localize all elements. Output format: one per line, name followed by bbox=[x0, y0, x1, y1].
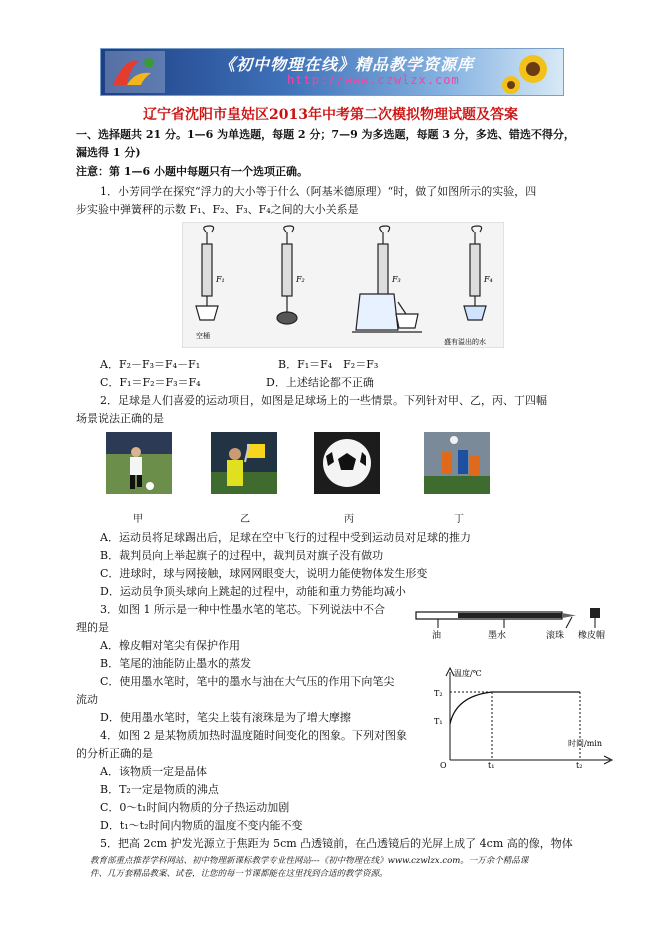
pen-label-cap: 橡皮帽 bbox=[578, 631, 606, 641]
sunflower-icon bbox=[497, 49, 563, 95]
pen-label-ball: 滚珠 bbox=[546, 631, 565, 641]
graph-ylabel: 温度/℃ bbox=[454, 669, 482, 678]
photo-ding bbox=[424, 432, 490, 494]
photo-label-yi: 乙 bbox=[240, 514, 250, 525]
q5-stem: 5．把高 2cm 护发光源立于焦距为 5cm 凸透镜前，在凸透镜后的光屏上成了 4cm 高的像，物体 bbox=[100, 837, 573, 850]
q4-option-d: D．t₁～t₂时间内物质的温度不变内能不变 bbox=[100, 819, 303, 832]
q1-stem: 1．小芳同学在探究“浮力的大小等于什么（阿基米德原理）“时，做了如图所示的实验，四 bbox=[100, 185, 537, 198]
q1-option-c: C．F₁＝F₂＝F₃＝F₄ bbox=[100, 376, 201, 389]
label-f3: F₃ bbox=[392, 275, 401, 284]
q4-temperature-graph bbox=[420, 664, 620, 770]
photo-bing bbox=[314, 432, 380, 494]
page-footer bbox=[90, 855, 610, 881]
photo-label-bing: 丙 bbox=[344, 514, 354, 525]
q2-option-c: C．进球时，球与网接触，球网网眼变大，说明力能使物体发生形变 bbox=[100, 567, 428, 580]
banner-url[interactable]: http://www.czwlzx.com bbox=[287, 73, 460, 87]
pen-label-ink: 墨水 bbox=[488, 631, 507, 641]
document-title: 辽宁省沈阳市皇姑区2013年中考第二次模拟物理试题及答案 bbox=[143, 107, 518, 123]
graph-time2-label: t₂ bbox=[576, 761, 583, 770]
graph-origin: O bbox=[440, 761, 447, 770]
q3-stem: 3．如图 1 所示是一种中性墨水笔的笔芯。下列说法中不合 bbox=[100, 603, 385, 616]
section-heading: 一、选择题共 21 分。1—6 为单选题，每题 2 分；7—9 为多选题，每题 3 分，多选、错选不得分， bbox=[76, 128, 575, 141]
graph-time1-label: t₁ bbox=[488, 761, 495, 770]
q4-stem-cont: 的分析正确的是 bbox=[76, 747, 153, 760]
label-f1: F₁ bbox=[216, 275, 225, 284]
q3-option-c: C．使用墨水笔时，笔中的墨水与油在大气压的作用下向笔尖 bbox=[100, 675, 395, 688]
banner-title: 《初中物理在线》精品教学资源库 bbox=[219, 55, 475, 74]
label-f4: F₄ bbox=[484, 275, 493, 284]
q2-option-d: D．运动员争顶头球向上跳起的过程中，动能和重力势能均减小 bbox=[100, 585, 406, 598]
q2-option-b: B．裁判员向上举起旗子的过程中，裁判员对旗子没有做功 bbox=[100, 549, 384, 562]
q2-stem: 2．足球是人们喜爱的运动项目，如图是足球场上的一些情景。下列针对甲、乙，丙、丁四幅 bbox=[100, 394, 547, 407]
label-f2: F₂ bbox=[296, 275, 305, 284]
q3-option-b: B．笔尾的油能防止墨水的蒸发 bbox=[100, 657, 252, 670]
q3-pen-refill-figure bbox=[414, 604, 614, 644]
q3-option-a: A．橡皮帽对笔尖有保护作用 bbox=[100, 639, 240, 652]
q3-stem-cont: 理的是 bbox=[76, 621, 109, 634]
section-heading-cont: 漏选得 1 分) bbox=[76, 146, 141, 159]
q3-option-d: D．使用墨水笔时，笔尖上装有滚珠是为了增大摩擦 bbox=[100, 711, 351, 724]
q1-option-d: D．上述结论都不正确 bbox=[266, 376, 374, 389]
q1-option-b: B．F₁＝F₄ F₂＝F₃ bbox=[278, 358, 379, 371]
label-overflow-water: 盛有溢出的水 bbox=[444, 338, 486, 346]
header-banner bbox=[100, 48, 564, 96]
photo-label-ding: 丁 bbox=[454, 514, 464, 525]
graph-t1-label: T₁ bbox=[434, 717, 443, 726]
q2-stem-cont: 场景说法正确的是 bbox=[76, 412, 164, 425]
note-line: 注意：第 1—6 小题中每题只有一个选项正确。 bbox=[76, 165, 308, 178]
q3-option-c-cont: 流动 bbox=[76, 693, 98, 706]
pen-label-oil: 油 bbox=[432, 631, 442, 641]
graph-xlabel: 时间/min bbox=[568, 739, 602, 748]
photo-yi bbox=[211, 432, 277, 494]
label-empty-bucket: 空桶 bbox=[196, 332, 210, 340]
photo-jia bbox=[106, 432, 172, 494]
q4-stem: 4．如图 2 是某物质加热时温度随时间变化的图象。下列对图象 bbox=[100, 729, 407, 742]
footer-line-2: 件、几万套精品教案、试卷，让您的每一节课都能在这里找到合适的教学资源。 bbox=[90, 869, 388, 879]
q4-option-a: A．该物质一定是晶体 bbox=[100, 765, 207, 778]
site-logo-icon bbox=[105, 51, 165, 93]
graph-t2-label: T₂ bbox=[434, 689, 443, 698]
q1-option-a: A．F₂－F₃＝F₄－F₁ bbox=[100, 358, 201, 371]
q2-option-a: A．运动员将足球踢出后，足球在空中飞行的过程中受到运动员对足球的推力 bbox=[100, 531, 471, 544]
photo-label-jia: 甲 bbox=[133, 514, 143, 525]
q4-option-b: B．T₂一定是物质的沸点 bbox=[100, 783, 219, 796]
q4-option-c: C．0～t₁时间内物质的分子热运动加剧 bbox=[100, 801, 290, 814]
q1-experiment-figure bbox=[182, 222, 504, 348]
footer-line-1: 教育部重点推荐学科网站、初中物理新课标教学专业性网站---《初中物理在线》www.czwlzx.com。一万余个精品课 bbox=[90, 856, 529, 866]
q1-stem-cont: 步实验中弹簧秤的示数 F₁、F₂、F₃、F₄之间的大小关系是 bbox=[76, 203, 359, 216]
